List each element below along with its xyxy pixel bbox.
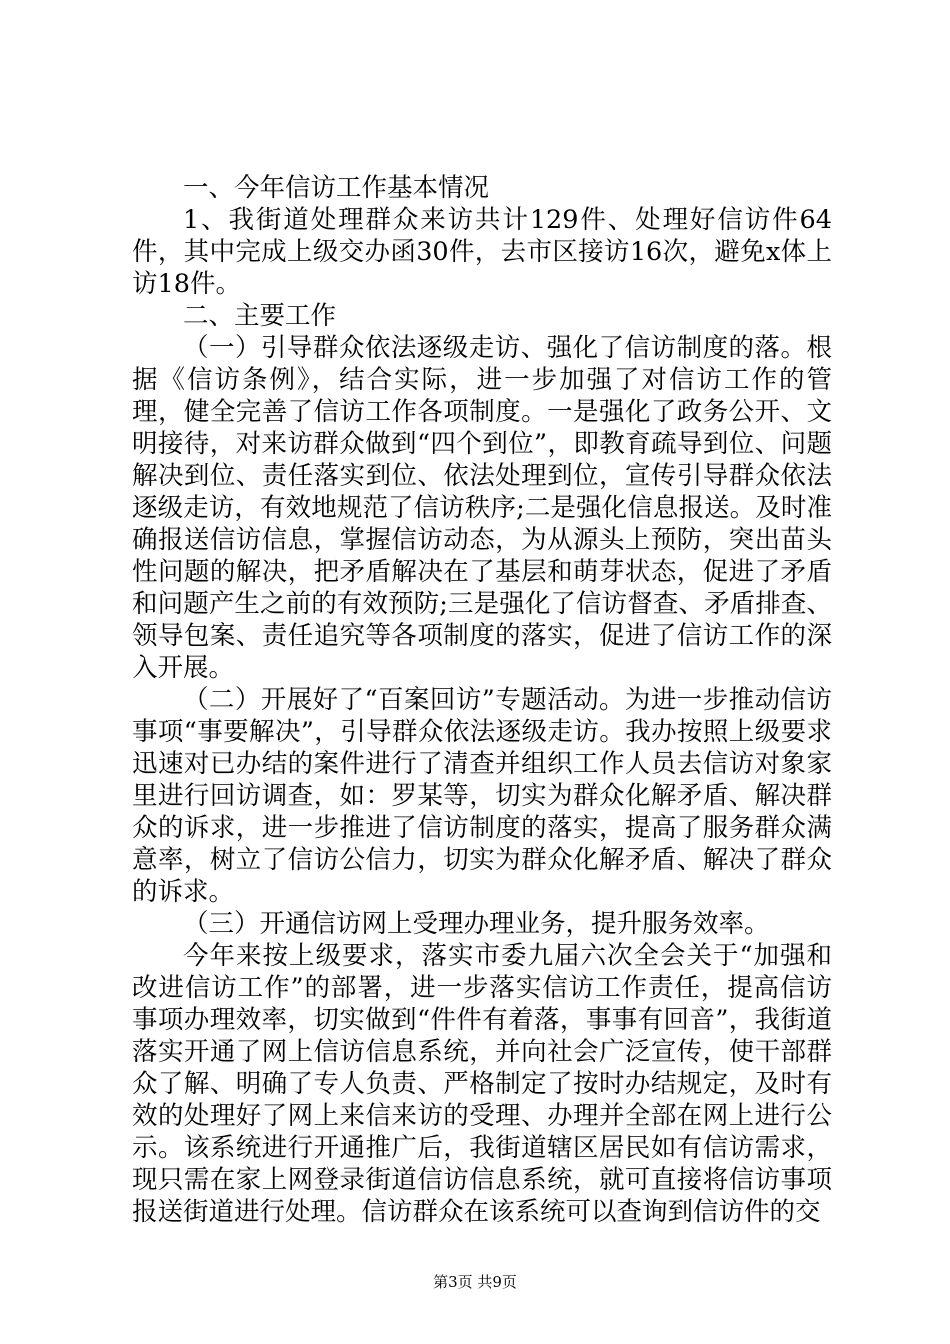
paragraph-work-item-3-body: 今年来按上级要求，落实市委九届六次全会关于“加强和改进信访工作”的部署，进一步落实信访工作责任，提高信访事项办理效率，切实做到“件件有着落，事事有回音”，我街道落实开通了网上信访信息系统，并向社会广泛宣传，使干部群众了解、明确了专人负责、严格制定了按时办结规定，及时有效的处理好了网上来信来访的受理、办理并全部在网上进行公示。该系统进行开通推广后，我街道辖区居民如有信访需求，现只需在家上网登录街道信访信息系统，就可直接将信访事项报送街道进行处理。信访群众在该系统可以查询到信访件的交	[132, 941, 832, 1227]
section-heading-main-work: 二、主要工作	[183, 301, 337, 331]
section-heading-basic-situation: 一、今年信访工作基本情况	[183, 173, 490, 203]
document-body	[132, 172, 832, 1228]
page-number-footer: 第3页 共9页	[433, 1273, 517, 1291]
paragraph-work-item-2: （二）开展好了“百案回访”专题活动。为进一步推动信访事项“事要解决”，引导群众依法逐级走访。我办按照上级要求迅速对已办结的案件进行了清查并组织工作人员去信访对象家里进行回访调查，如：罗某等，切实为群众化解矛盾、解决群众的诉求，进一步推进了信访制度的落实，提高了服务群众满意率，树立了信访公信力，切实为群众化解矛盾、解决了群众的诉求。	[132, 685, 832, 907]
paragraph-statistics: 1、我街道处理群众来访共计129件、处理好信访件64件，其中完成上级交办函30件，去市区接访16次，避免x体上访18件。	[132, 205, 832, 299]
paragraph-work-item-1: （一）引导群众依法逐级走访、强化了信访制度的落。根据《信访条例》，结合实际，进一步加强了对信访工作的管理，健全完善了信访工作各项制度。一是强化了政务公开、文明接待，对来访群众做到“四个到位”，即教育疏导到位、问题解决到位、责任落实到位、依法处理到位，宣传引导群众依法逐级走访，有效地规范了信访秩序;二是强化信息报送。及时准确报送信访信息，掌握信访动态，为从源头上预防，突出苗头性问题的解决，把矛盾解决在了基层和萌芽状态，促进了矛盾和问题产生之前的有效预防;三是强化了信访督查、矛盾排查、领导包案、责任追究等各项制度的落实，促进了信访工作的深入开展。	[132, 333, 832, 683]
paragraph-work-item-3-heading: （三）开通信访网上受理办理业务，提升服务效率。	[183, 909, 770, 939]
